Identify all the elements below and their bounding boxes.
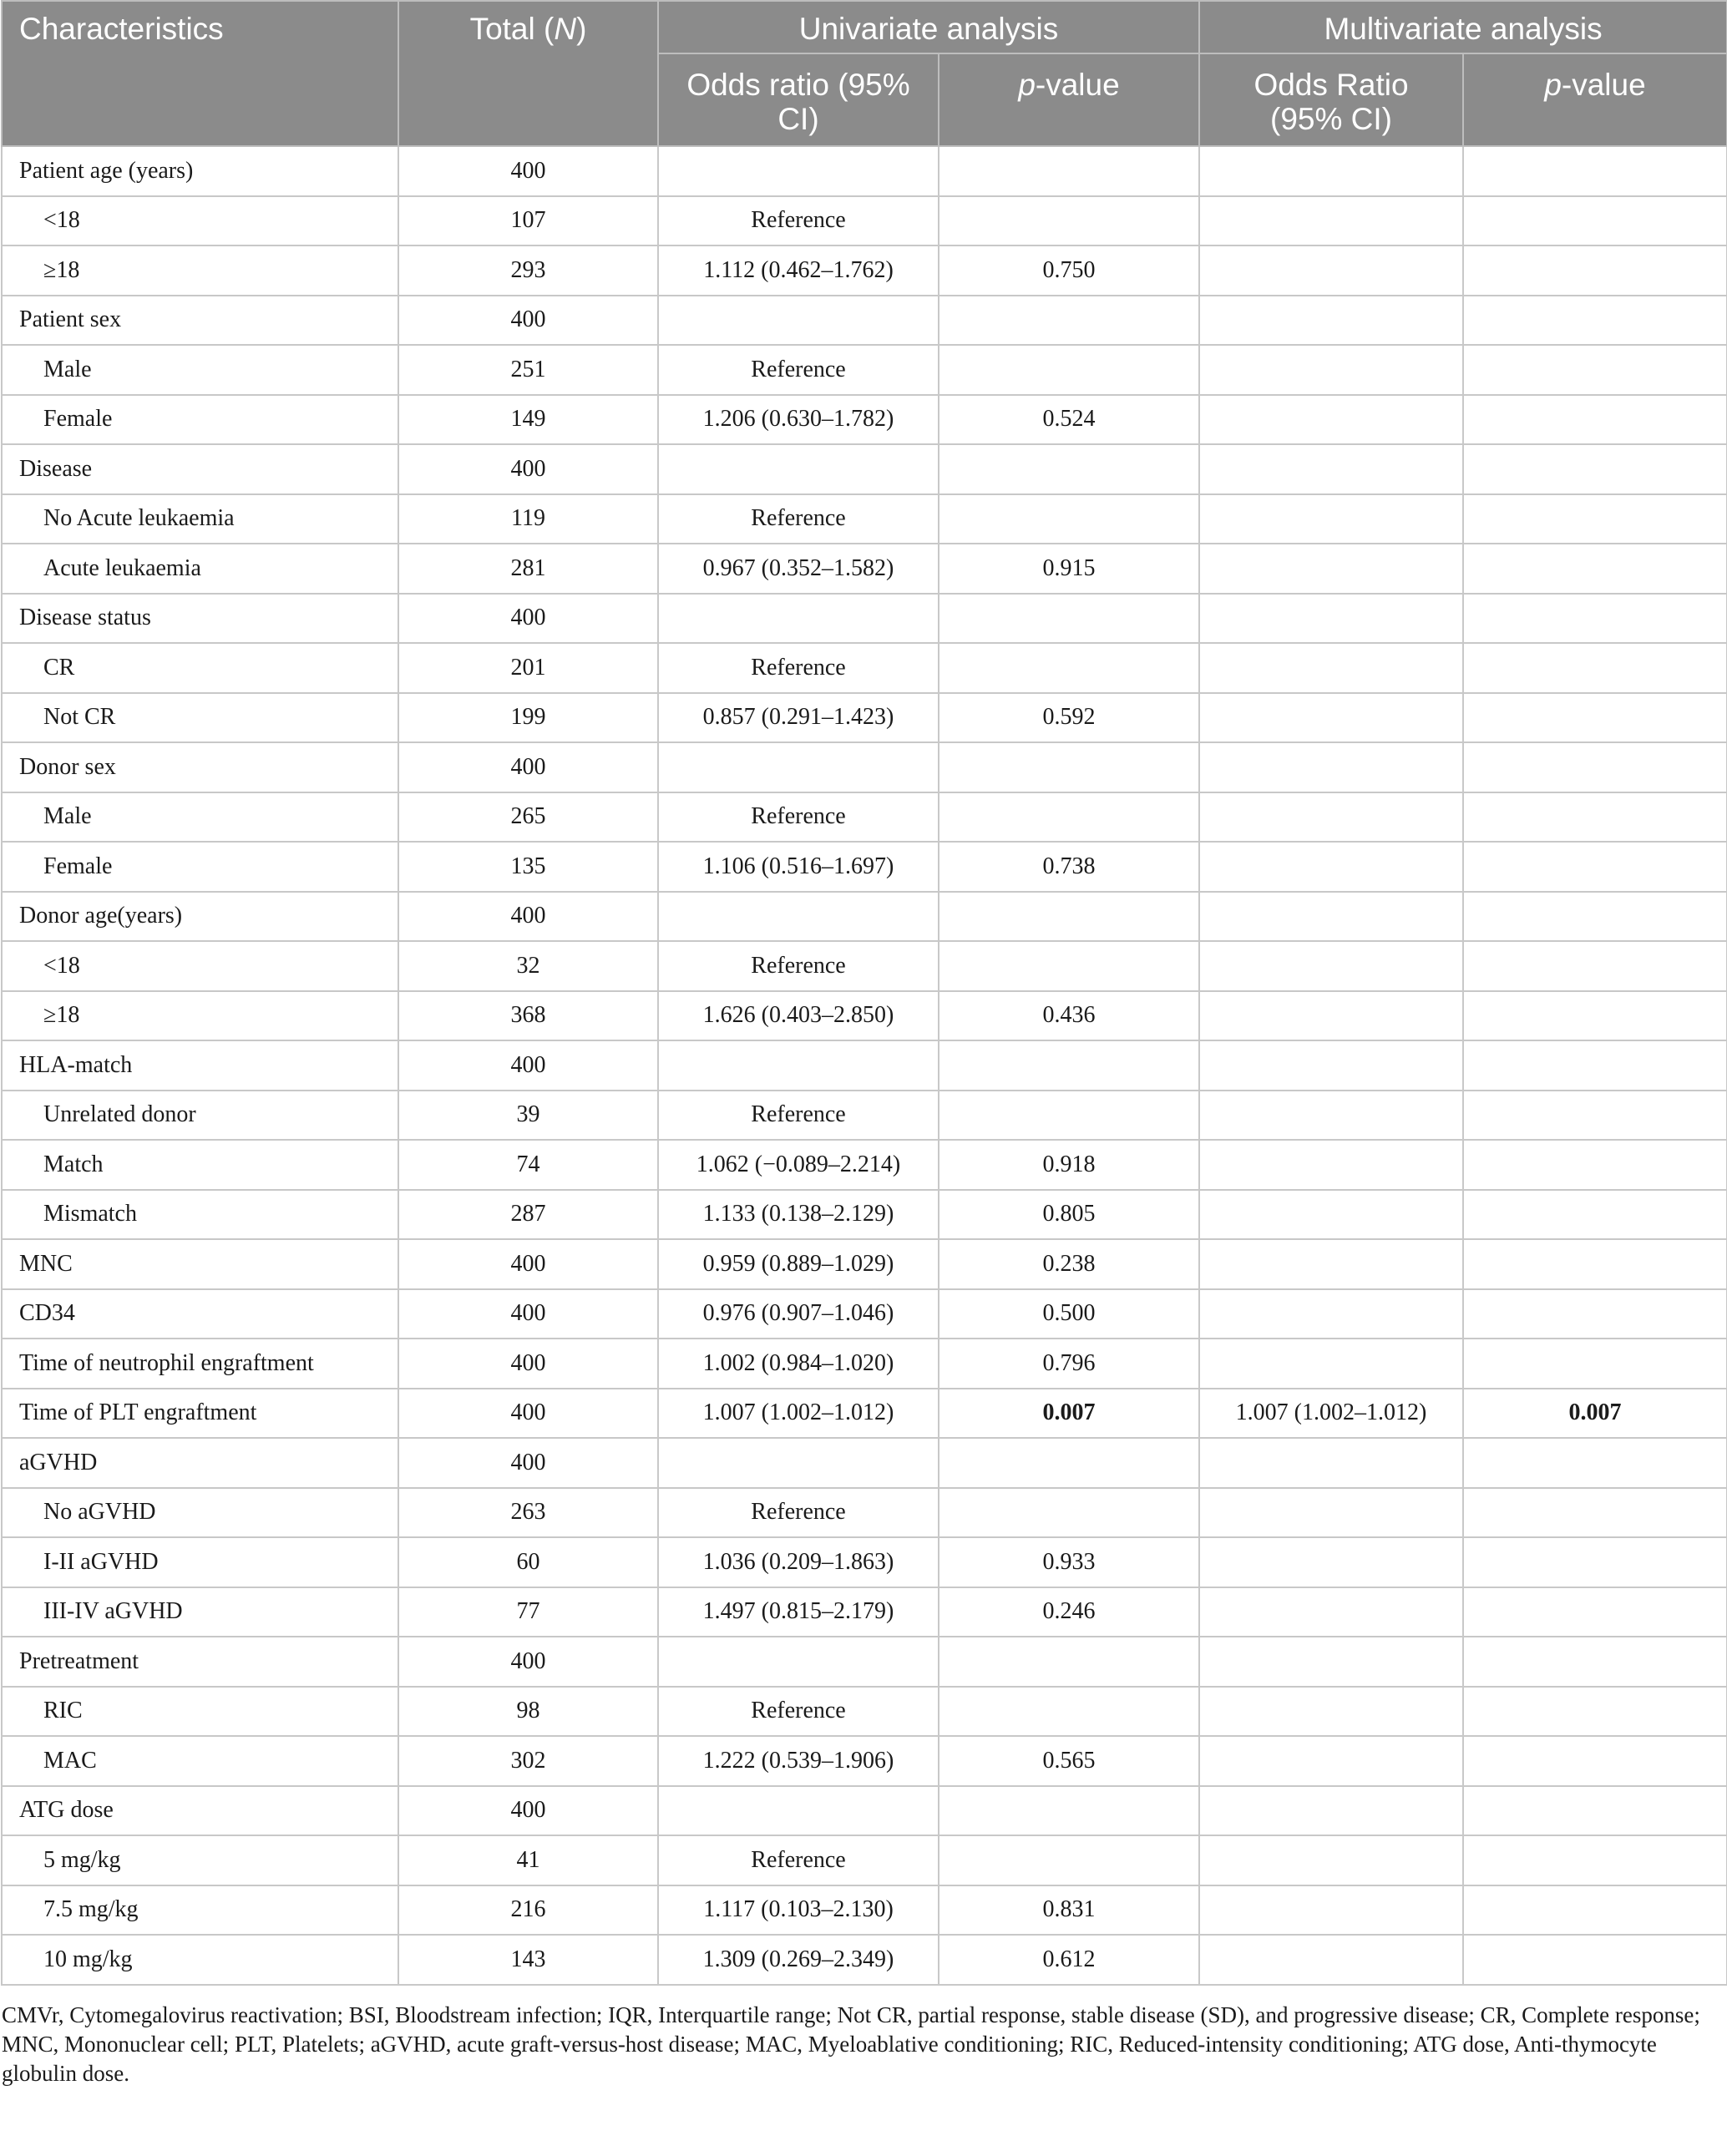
header-multi-odds-ratio: Odds Ratio (95% CI) [1199, 53, 1463, 146]
row-total: 400 [398, 742, 658, 792]
row-total: 400 [398, 594, 658, 644]
table-row [2, 842, 1727, 892]
row-multi-odds-ratio [1199, 1438, 1463, 1488]
row-multi-p-value [1463, 196, 1727, 246]
row-total: 199 [398, 693, 658, 743]
row-uni-odds-ratio: Reference [658, 345, 939, 395]
row-uni-odds-ratio: 1.497 (0.815–2.179) [658, 1587, 939, 1637]
row-multi-odds-ratio [1199, 544, 1463, 594]
row-uni-p-value [939, 594, 1199, 644]
table-row [2, 693, 1727, 743]
row-uni-odds-ratio: Reference [658, 792, 939, 843]
table-row [2, 1140, 1727, 1190]
row-uni-p-value [939, 643, 1199, 693]
row-multi-odds-ratio [1199, 1040, 1463, 1091]
row-multi-odds-ratio [1199, 594, 1463, 644]
row-total: 400 [398, 1389, 658, 1439]
row-uni-p-value [939, 196, 1199, 246]
row-multi-odds-ratio [1199, 1935, 1463, 1985]
row-characteristic: CD34 [2, 1289, 398, 1339]
row-uni-p-value: 0.933 [939, 1537, 1199, 1587]
row-multi-p-value [1463, 444, 1727, 494]
row-multi-p-value [1463, 395, 1727, 445]
row-uni-p-value [939, 1091, 1199, 1141]
row-total: 32 [398, 941, 658, 991]
row-uni-p-value [939, 146, 1199, 196]
row-uni-odds-ratio [658, 1438, 939, 1488]
row-characteristic: 5 mg/kg [2, 1835, 398, 1885]
table-row [2, 1438, 1727, 1488]
row-uni-odds-ratio [658, 892, 939, 942]
row-uni-p-value: 0.796 [939, 1339, 1199, 1389]
header-univariate: Univariate analysis [658, 1, 1199, 53]
row-uni-odds-ratio: Reference [658, 1687, 939, 1737]
row-total: 201 [398, 643, 658, 693]
row-uni-p-value [939, 941, 1199, 991]
row-total: 135 [398, 842, 658, 892]
table-row [2, 1339, 1727, 1389]
row-total: 287 [398, 1190, 658, 1240]
row-total: 368 [398, 991, 658, 1041]
row-total: 400 [398, 296, 658, 346]
row-uni-p-value [939, 1040, 1199, 1091]
table-row [2, 1289, 1727, 1339]
row-multi-odds-ratio [1199, 1140, 1463, 1190]
row-multi-p-value [1463, 1289, 1727, 1339]
row-characteristic: <18 [2, 941, 398, 991]
row-multi-p-value [1463, 991, 1727, 1041]
row-multi-p-value [1463, 1835, 1727, 1885]
row-characteristic: Donor age(years) [2, 892, 398, 942]
row-multi-odds-ratio [1199, 643, 1463, 693]
row-characteristic: Male [2, 792, 398, 843]
row-uni-p-value: 0.500 [939, 1289, 1199, 1339]
row-multi-odds-ratio: 1.007 (1.002–1.012) [1199, 1389, 1463, 1439]
row-multi-odds-ratio [1199, 1835, 1463, 1885]
row-characteristic: aGVHD [2, 1438, 398, 1488]
row-characteristic: Disease [2, 444, 398, 494]
row-characteristic: Disease status [2, 594, 398, 644]
row-multi-p-value [1463, 146, 1727, 196]
row-total: 302 [398, 1736, 658, 1786]
row-uni-odds-ratio: 1.106 (0.516–1.697) [658, 842, 939, 892]
row-uni-p-value [939, 345, 1199, 395]
row-total: 400 [398, 892, 658, 942]
row-uni-odds-ratio: 0.967 (0.352–1.582) [658, 544, 939, 594]
row-total: 400 [398, 1040, 658, 1091]
row-multi-odds-ratio [1199, 693, 1463, 743]
row-characteristic: Male [2, 345, 398, 395]
row-uni-p-value: 0.918 [939, 1140, 1199, 1190]
table-row [2, 146, 1727, 196]
row-multi-odds-ratio [1199, 1190, 1463, 1240]
table-row [2, 1488, 1727, 1538]
table-header [2, 1, 1727, 146]
row-characteristic: MNC [2, 1239, 398, 1289]
row-uni-p-value: 0.524 [939, 395, 1199, 445]
row-characteristic: Not CR [2, 693, 398, 743]
row-uni-p-value: 0.612 [939, 1935, 1199, 1985]
row-multi-odds-ratio [1199, 494, 1463, 544]
row-uni-odds-ratio: 1.222 (0.539–1.906) [658, 1736, 939, 1786]
row-multi-p-value [1463, 1239, 1727, 1289]
row-total: 143 [398, 1935, 658, 1985]
row-multi-p-value [1463, 1736, 1727, 1786]
table-row [2, 494, 1727, 544]
row-multi-p-value [1463, 1040, 1727, 1091]
row-total: 74 [398, 1140, 658, 1190]
table-row [2, 1040, 1727, 1091]
row-uni-p-value [939, 1786, 1199, 1836]
row-characteristic: Unrelated donor [2, 1091, 398, 1141]
row-uni-odds-ratio: Reference [658, 1091, 939, 1141]
header-uni-p-value: p-value [939, 53, 1199, 146]
row-total: 60 [398, 1537, 658, 1587]
row-uni-odds-ratio: 1.309 (0.269–2.349) [658, 1935, 939, 1985]
row-uni-p-value: 0.805 [939, 1190, 1199, 1240]
table-row [2, 1835, 1727, 1885]
table-row [2, 444, 1727, 494]
row-characteristic: HLA-match [2, 1040, 398, 1091]
row-uni-odds-ratio: Reference [658, 1488, 939, 1538]
row-uni-odds-ratio: 1.007 (1.002–1.012) [658, 1389, 939, 1439]
row-total: 98 [398, 1687, 658, 1737]
row-multi-odds-ratio [1199, 1488, 1463, 1538]
table-row [2, 1736, 1727, 1786]
row-multi-p-value [1463, 1190, 1727, 1240]
row-multi-p-value [1463, 494, 1727, 544]
table-row [2, 1190, 1727, 1240]
row-characteristic: 10 mg/kg [2, 1935, 398, 1985]
row-total: 281 [398, 544, 658, 594]
row-characteristic: Time of neutrophil engraftment [2, 1339, 398, 1389]
row-uni-odds-ratio [658, 1786, 939, 1836]
row-multi-odds-ratio [1199, 842, 1463, 892]
row-multi-p-value [1463, 1339, 1727, 1389]
row-uni-odds-ratio: Reference [658, 941, 939, 991]
row-multi-p-value [1463, 1786, 1727, 1836]
row-uni-p-value [939, 742, 1199, 792]
row-multi-p-value [1463, 544, 1727, 594]
row-uni-odds-ratio: 1.036 (0.209–1.863) [658, 1537, 939, 1587]
row-uni-odds-ratio [658, 1637, 939, 1687]
row-characteristic: RIC [2, 1687, 398, 1737]
row-multi-p-value [1463, 245, 1727, 296]
row-multi-odds-ratio [1199, 395, 1463, 445]
row-total: 400 [398, 146, 658, 196]
table-row [2, 395, 1727, 445]
table-row [2, 544, 1727, 594]
row-characteristic: Mismatch [2, 1190, 398, 1240]
row-multi-p-value [1463, 742, 1727, 792]
row-uni-odds-ratio: 0.959 (0.889–1.029) [658, 1239, 939, 1289]
row-total: 293 [398, 245, 658, 296]
row-multi-odds-ratio [1199, 1091, 1463, 1141]
row-characteristic: Patient sex [2, 296, 398, 346]
table-row [2, 792, 1727, 843]
row-characteristic: I-II aGVHD [2, 1537, 398, 1587]
row-characteristic: Donor sex [2, 742, 398, 792]
row-uni-p-value: 0.831 [939, 1885, 1199, 1936]
row-uni-p-value: 0.246 [939, 1587, 1199, 1637]
row-total: 400 [398, 444, 658, 494]
row-total: 400 [398, 1637, 658, 1687]
row-uni-p-value [939, 792, 1199, 843]
row-multi-odds-ratio [1199, 146, 1463, 196]
row-uni-odds-ratio [658, 742, 939, 792]
row-multi-odds-ratio [1199, 1786, 1463, 1836]
row-characteristic: MAC [2, 1736, 398, 1786]
row-characteristic: <18 [2, 196, 398, 246]
row-total: 41 [398, 1835, 658, 1885]
table-row [2, 196, 1727, 246]
row-uni-odds-ratio: 1.117 (0.103–2.130) [658, 1885, 939, 1936]
row-uni-p-value: 0.436 [939, 991, 1199, 1041]
header-multi-p-value: p-value [1463, 53, 1727, 146]
row-uni-odds-ratio: Reference [658, 196, 939, 246]
row-total: 149 [398, 395, 658, 445]
row-multi-odds-ratio [1199, 1289, 1463, 1339]
table-row [2, 892, 1727, 942]
row-total: 216 [398, 1885, 658, 1936]
row-uni-odds-ratio [658, 296, 939, 346]
row-multi-odds-ratio [1199, 444, 1463, 494]
row-uni-p-value [939, 1488, 1199, 1538]
row-uni-p-value [939, 1835, 1199, 1885]
row-uni-p-value [939, 1637, 1199, 1687]
row-multi-odds-ratio [1199, 296, 1463, 346]
row-multi-p-value [1463, 1587, 1727, 1637]
row-multi-p-value: 0.007 [1463, 1389, 1727, 1439]
row-uni-odds-ratio [658, 146, 939, 196]
row-multi-odds-ratio [1199, 991, 1463, 1041]
row-multi-p-value [1463, 296, 1727, 346]
row-uni-odds-ratio: 0.857 (0.291–1.423) [658, 693, 939, 743]
row-uni-p-value [939, 444, 1199, 494]
row-total: 400 [398, 1786, 658, 1836]
row-uni-p-value: 0.738 [939, 842, 1199, 892]
table-row [2, 941, 1727, 991]
table-row [2, 742, 1727, 792]
table-row [2, 1786, 1727, 1836]
row-multi-p-value [1463, 1091, 1727, 1141]
row-uni-p-value [939, 494, 1199, 544]
row-multi-odds-ratio [1199, 1637, 1463, 1687]
row-multi-odds-ratio [1199, 1687, 1463, 1737]
table-row [2, 296, 1727, 346]
row-multi-odds-ratio [1199, 742, 1463, 792]
table-row [2, 594, 1727, 644]
row-uni-odds-ratio: Reference [658, 643, 939, 693]
row-total: 400 [398, 1239, 658, 1289]
row-multi-p-value [1463, 1935, 1727, 1985]
row-multi-odds-ratio [1199, 1239, 1463, 1289]
row-multi-p-value [1463, 594, 1727, 644]
row-multi-odds-ratio [1199, 892, 1463, 942]
row-uni-odds-ratio [658, 444, 939, 494]
row-uni-odds-ratio: 1.062 (−0.089–2.214) [658, 1140, 939, 1190]
row-multi-p-value [1463, 1687, 1727, 1737]
row-uni-p-value [939, 1687, 1199, 1737]
row-characteristic: Pretreatment [2, 1637, 398, 1687]
row-uni-p-value [939, 296, 1199, 346]
row-total: 400 [398, 1438, 658, 1488]
row-characteristic: ATG dose [2, 1786, 398, 1836]
table-row [2, 1091, 1727, 1141]
row-characteristic: ≥18 [2, 245, 398, 296]
row-characteristic: Female [2, 842, 398, 892]
row-uni-p-value: 0.238 [939, 1239, 1199, 1289]
row-multi-p-value [1463, 892, 1727, 942]
row-multi-p-value [1463, 1438, 1727, 1488]
row-uni-p-value: 0.007 [939, 1389, 1199, 1439]
row-uni-odds-ratio [658, 594, 939, 644]
table-footnote: CMVr, Cytomegalovirus reactivation; BSI, Bloodstream infection; IQR, Interquartile range; Not CR, partial response, stable disease (SD), and progressive disease; CR, Complete response; MNC, Mononuclear cell; PLT, Platelets; aGVHD, acute graft-versus-host disease; MAC, Myeloablative conditioning; RIC, Reduced-intensity conditioning; ATG dose, Anti-thymocyte globulin dose. [2, 2002, 1700, 2086]
row-characteristic: III-IV aGVHD [2, 1587, 398, 1637]
row-total: 119 [398, 494, 658, 544]
row-uni-odds-ratio: 1.112 (0.462–1.762) [658, 245, 939, 296]
row-total: 263 [398, 1488, 658, 1538]
row-uni-p-value: 0.915 [939, 544, 1199, 594]
table-row [2, 1239, 1727, 1289]
row-uni-odds-ratio: 1.206 (0.630–1.782) [658, 395, 939, 445]
table-body [2, 146, 1727, 1985]
row-uni-p-value [939, 892, 1199, 942]
row-characteristic: Time of PLT engraftment [2, 1389, 398, 1439]
row-characteristic: Acute leukaemia [2, 544, 398, 594]
row-multi-odds-ratio [1199, 1537, 1463, 1587]
row-characteristic: No Acute leukaemia [2, 494, 398, 544]
row-multi-odds-ratio [1199, 245, 1463, 296]
table-row [2, 1587, 1727, 1637]
table-row [2, 245, 1727, 296]
row-multi-odds-ratio [1199, 345, 1463, 395]
row-total: 400 [398, 1339, 658, 1389]
row-total: 39 [398, 1091, 658, 1141]
row-characteristic: Match [2, 1140, 398, 1190]
row-uni-p-value: 0.565 [939, 1736, 1199, 1786]
row-total: 107 [398, 196, 658, 246]
row-uni-odds-ratio: Reference [658, 494, 939, 544]
row-multi-p-value [1463, 1885, 1727, 1936]
row-multi-odds-ratio [1199, 792, 1463, 843]
row-multi-p-value [1463, 941, 1727, 991]
row-multi-p-value [1463, 842, 1727, 892]
row-characteristic: Female [2, 395, 398, 445]
row-uni-odds-ratio: 0.976 (0.907–1.046) [658, 1289, 939, 1339]
table-row [2, 1935, 1727, 1985]
row-uni-p-value: 0.592 [939, 693, 1199, 743]
row-multi-p-value [1463, 1488, 1727, 1538]
row-multi-p-value [1463, 792, 1727, 843]
table-row [2, 643, 1727, 693]
regression-table [1, 0, 1727, 1986]
row-multi-p-value [1463, 1637, 1727, 1687]
table-row [2, 1885, 1727, 1936]
row-total: 265 [398, 792, 658, 843]
table-row [2, 1687, 1727, 1737]
table-row [2, 345, 1727, 395]
row-multi-odds-ratio [1199, 196, 1463, 246]
header-uni-odds-ratio: Odds ratio (95% CI) [658, 53, 939, 146]
row-multi-p-value [1463, 345, 1727, 395]
row-multi-p-value [1463, 643, 1727, 693]
table-row [2, 1389, 1727, 1439]
table-row [2, 1637, 1727, 1687]
row-characteristic: Patient age (years) [2, 146, 398, 196]
row-uni-odds-ratio: 1.002 (0.984–1.020) [658, 1339, 939, 1389]
table-row [2, 1537, 1727, 1587]
row-multi-odds-ratio [1199, 1339, 1463, 1389]
row-total: 251 [398, 345, 658, 395]
row-multi-p-value [1463, 1140, 1727, 1190]
row-uni-odds-ratio: 1.133 (0.138–2.129) [658, 1190, 939, 1240]
row-multi-odds-ratio [1199, 941, 1463, 991]
row-multi-odds-ratio [1199, 1587, 1463, 1637]
row-uni-p-value [939, 1438, 1199, 1488]
header-multivariate: Multivariate analysis [1199, 1, 1727, 53]
table-row [2, 991, 1727, 1041]
row-multi-odds-ratio [1199, 1736, 1463, 1786]
row-characteristic: ≥18 [2, 991, 398, 1041]
row-uni-odds-ratio: 1.626 (0.403–2.850) [658, 991, 939, 1041]
row-uni-odds-ratio [658, 1040, 939, 1091]
header-characteristics: Characteristics [2, 1, 398, 146]
row-total: 77 [398, 1587, 658, 1637]
row-characteristic: 7.5 mg/kg [2, 1885, 398, 1936]
row-characteristic: No aGVHD [2, 1488, 398, 1538]
row-multi-odds-ratio [1199, 1885, 1463, 1936]
row-multi-p-value [1463, 693, 1727, 743]
row-uni-odds-ratio: Reference [658, 1835, 939, 1885]
header-total: Total (N) [398, 1, 658, 146]
row-total: 400 [398, 1289, 658, 1339]
row-characteristic: CR [2, 643, 398, 693]
row-uni-p-value: 0.750 [939, 245, 1199, 296]
row-multi-p-value [1463, 1537, 1727, 1587]
